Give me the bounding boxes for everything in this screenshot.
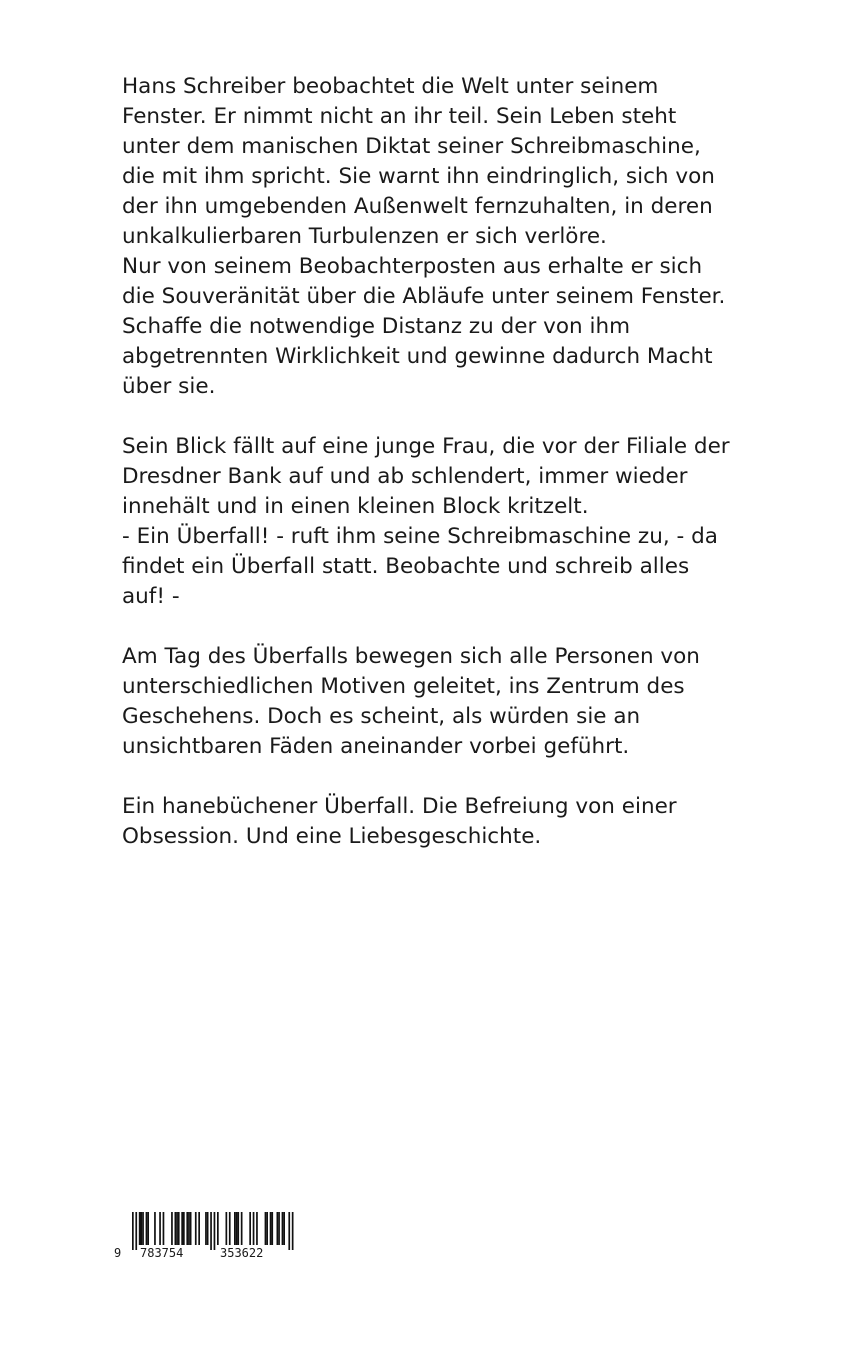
barcode-bar bbox=[195, 1212, 197, 1245]
text-line: Sein Blick fällt auf eine junge Frau, die vor der Filiale der bbox=[122, 434, 730, 459]
text-line: abgetrennten Wirklichkeit und gewinne dadurch Macht bbox=[122, 344, 713, 369]
barcode-bar bbox=[178, 1212, 180, 1245]
barcode-bar bbox=[142, 1212, 144, 1245]
barcode-bar bbox=[132, 1212, 134, 1250]
barcode-bar bbox=[186, 1212, 188, 1245]
paragraph-3 bbox=[122, 642, 742, 762]
barcode-bar bbox=[283, 1212, 285, 1245]
text-line: - Ein Überfall! - ruft ihm seine Schreibmaschine zu, - da bbox=[122, 524, 718, 549]
text-line: Hans Schreiber beobachtet die Welt unter seinem bbox=[122, 74, 659, 99]
text-line: Fenster. Er nimmt nicht an ihr teil. Sein Leben steht bbox=[122, 104, 677, 129]
barcode-bar bbox=[226, 1212, 228, 1245]
text-line: unkalkulierbaren Turbulenzen er sich verlöre. bbox=[122, 224, 607, 249]
barcode-bar bbox=[217, 1212, 219, 1245]
barcode-bar bbox=[256, 1212, 258, 1245]
barcode-bar bbox=[270, 1212, 272, 1245]
barcode-bar bbox=[265, 1212, 267, 1245]
barcode-bar bbox=[241, 1212, 243, 1245]
barcode-bar bbox=[288, 1212, 290, 1250]
barcode-bar bbox=[236, 1212, 238, 1245]
barcode-bar bbox=[154, 1212, 156, 1245]
text-line: findet ein Überfall statt. Beobachte und schreib alles bbox=[122, 554, 690, 579]
paragraph-1 bbox=[122, 72, 742, 402]
barcode-bar bbox=[163, 1212, 165, 1245]
barcode-bar bbox=[198, 1212, 200, 1245]
barcode-bar bbox=[139, 1212, 141, 1245]
paragraph-4 bbox=[122, 792, 742, 852]
barcode-bar bbox=[207, 1212, 209, 1245]
barcode-bar bbox=[266, 1212, 268, 1245]
text-line: Nur von seinem Beobachterposten aus erhalte er sich bbox=[122, 254, 703, 279]
barcode-bar bbox=[147, 1212, 149, 1245]
barcode-bar bbox=[205, 1212, 207, 1245]
barcode-bar bbox=[181, 1212, 183, 1245]
text-line: unter dem manischen Diktat seiner Schreibmaschine, bbox=[122, 134, 701, 159]
barcode-bar bbox=[171, 1212, 173, 1245]
paragraph-2 bbox=[122, 432, 742, 612]
barcode-bar bbox=[214, 1212, 216, 1250]
text-line: auf! - bbox=[122, 584, 180, 609]
isbn-prefix-digit: 9 bbox=[114, 1246, 122, 1260]
isbn-left-group: 783754 bbox=[140, 1246, 184, 1260]
barcode-bar bbox=[229, 1212, 231, 1245]
barcode-bar bbox=[176, 1212, 178, 1245]
text-line: die Souveränität über die Abläufe unter seinem Fenster. bbox=[122, 284, 726, 309]
barcode-bar bbox=[190, 1212, 192, 1245]
barcode-bar bbox=[237, 1212, 239, 1245]
text-line: Dresdner Bank auf und ab schlendert, immer wieder bbox=[122, 464, 688, 489]
text-line: unterschiedlichen Motiven geleitet, ins Zentrum des bbox=[122, 674, 685, 699]
isbn-right-group: 353622 bbox=[220, 1246, 264, 1260]
text-line: unsichtbaren Fäden aneinander vorbei geführt. bbox=[122, 734, 630, 759]
barcode-bar bbox=[210, 1212, 212, 1250]
text-line: Ein hanebüchener Überfall. Die Befreiung von einer bbox=[122, 794, 677, 819]
barcode-bar bbox=[282, 1212, 284, 1245]
barcode-bar bbox=[249, 1212, 251, 1245]
back-cover-blurb bbox=[122, 72, 742, 882]
text-line: Obsession. Und eine Liebesgeschichte. bbox=[122, 824, 542, 849]
text-line: die mit ihm spricht. Sie warnt ihn eindringlich, sich von bbox=[122, 164, 715, 189]
text-line: innehält und in einen kleinen Block kritzelt. bbox=[122, 494, 589, 519]
barcode-bar bbox=[188, 1212, 190, 1245]
text-line: Am Tag des Überfalls bewegen sich alle Personen von bbox=[122, 644, 700, 669]
barcode-bars-icon bbox=[112, 1210, 297, 1250]
barcode-bar bbox=[271, 1212, 273, 1245]
text-line: der ihn umgebenden Außenwelt fernzuhalten, in deren bbox=[122, 194, 713, 219]
barcode-bar bbox=[159, 1212, 161, 1245]
barcode-bar bbox=[292, 1212, 294, 1250]
text-line: über sie. bbox=[122, 374, 216, 399]
barcode-bar bbox=[234, 1212, 236, 1245]
barcode-bar bbox=[277, 1212, 279, 1245]
barcode-bar bbox=[278, 1212, 280, 1245]
barcode-bar bbox=[175, 1212, 177, 1245]
barcode-bar bbox=[253, 1212, 255, 1245]
barcode-bar bbox=[183, 1212, 185, 1245]
barcode-bar bbox=[135, 1212, 137, 1250]
text-line: Geschehens. Doch es scheint, als würden sie an bbox=[122, 704, 641, 729]
barcode-bar bbox=[141, 1212, 143, 1245]
text-line: Schaffe die notwendige Distanz zu der von ihm bbox=[122, 314, 631, 339]
barcode-bar bbox=[146, 1212, 148, 1245]
